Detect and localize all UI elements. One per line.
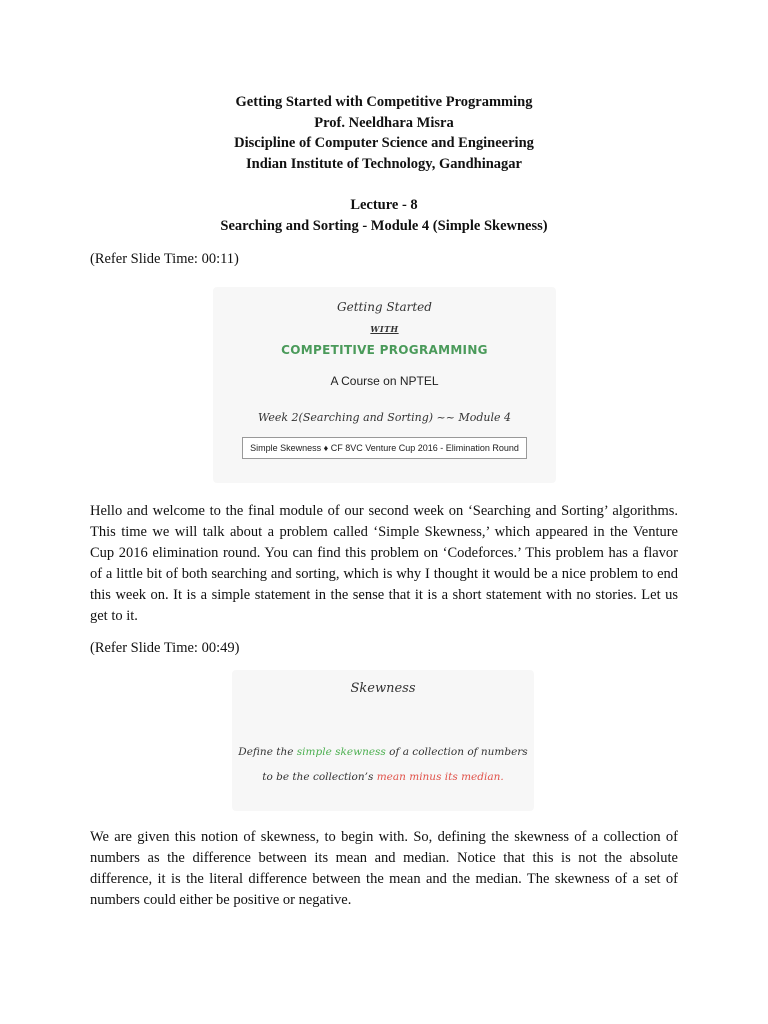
paragraph-skewness-explanation: We are given this notion of skewness, to begin with. So, defining the skewness of a collection of numbers as the difference between its mean and median. Notice that this is not the absolute difference, it is the literal difference between the mean and the median. The skewness of a set of numbers could either be positive or negative. xyxy=(90,829,678,908)
lecture-heading xyxy=(0,195,768,236)
definition-text: Define the xyxy=(238,746,297,758)
lecture-title: Searching and Sorting - Module 4 (Simple Skewness) xyxy=(220,217,548,234)
professor-name: Prof. Neeldhara Misra xyxy=(314,114,454,131)
institute-name: Indian Institute of Technology, Gandhinagar xyxy=(246,155,522,172)
definition-text: of a collection of numbers xyxy=(385,746,528,758)
document-header xyxy=(0,92,768,174)
paragraph-introduction: Hello and welcome to the final module of our second week on ‘Searching and Sorting’ algorithms. This time we will talk about a problem called ‘Simple Skewness,’ which appeared in the Venture Cup 2016 elimination round. You can find this problem on ‘Codeforces.’ This problem has a flavor of a little bit of both searching and sorting, which is why I thought it would be a nice problem to end this week on. It is a simple statement in the sense that it is a short statement with no stories. Let us get to it. xyxy=(90,503,678,624)
refer-slide-time-2: (Refer Slide Time: 00:49) xyxy=(90,640,240,656)
slide-course-on-nptel: A Course on NPTEL xyxy=(330,374,439,388)
course-title: Getting Started with Competitive Programming xyxy=(235,94,533,110)
definition-text: to be the collection’s xyxy=(262,771,377,783)
definition-highlight-green: simple skewness xyxy=(296,746,386,758)
slide-definition-line-2 xyxy=(232,771,534,783)
slide-week-module: Week 2(Searching and Sorting) ~~ Module 4 xyxy=(257,411,512,424)
slide-image-course-intro xyxy=(213,287,556,483)
definition-highlight-red: mean minus its median. xyxy=(376,771,504,783)
slide-course-name: COMPETITIVE PROGRAMMING xyxy=(281,343,488,357)
slide-problem-box: Simple Skewness ♦ CF 8VC Venture Cup 2016 - Elimination Round xyxy=(242,437,527,459)
slide-title-getting-started: Getting Started xyxy=(337,300,432,314)
discipline-name: Discipline of Computer Science and Engineering xyxy=(234,135,534,151)
slide-with-label: WITH xyxy=(370,324,399,334)
refer-slide-time-1: (Refer Slide Time: 00:11) xyxy=(90,251,239,267)
slide-definition-line-1 xyxy=(232,746,534,758)
slide-image-skewness xyxy=(232,670,534,811)
slide-skewness-title: Skewness xyxy=(350,681,416,696)
lecture-number: Lecture - 8 xyxy=(350,197,418,213)
